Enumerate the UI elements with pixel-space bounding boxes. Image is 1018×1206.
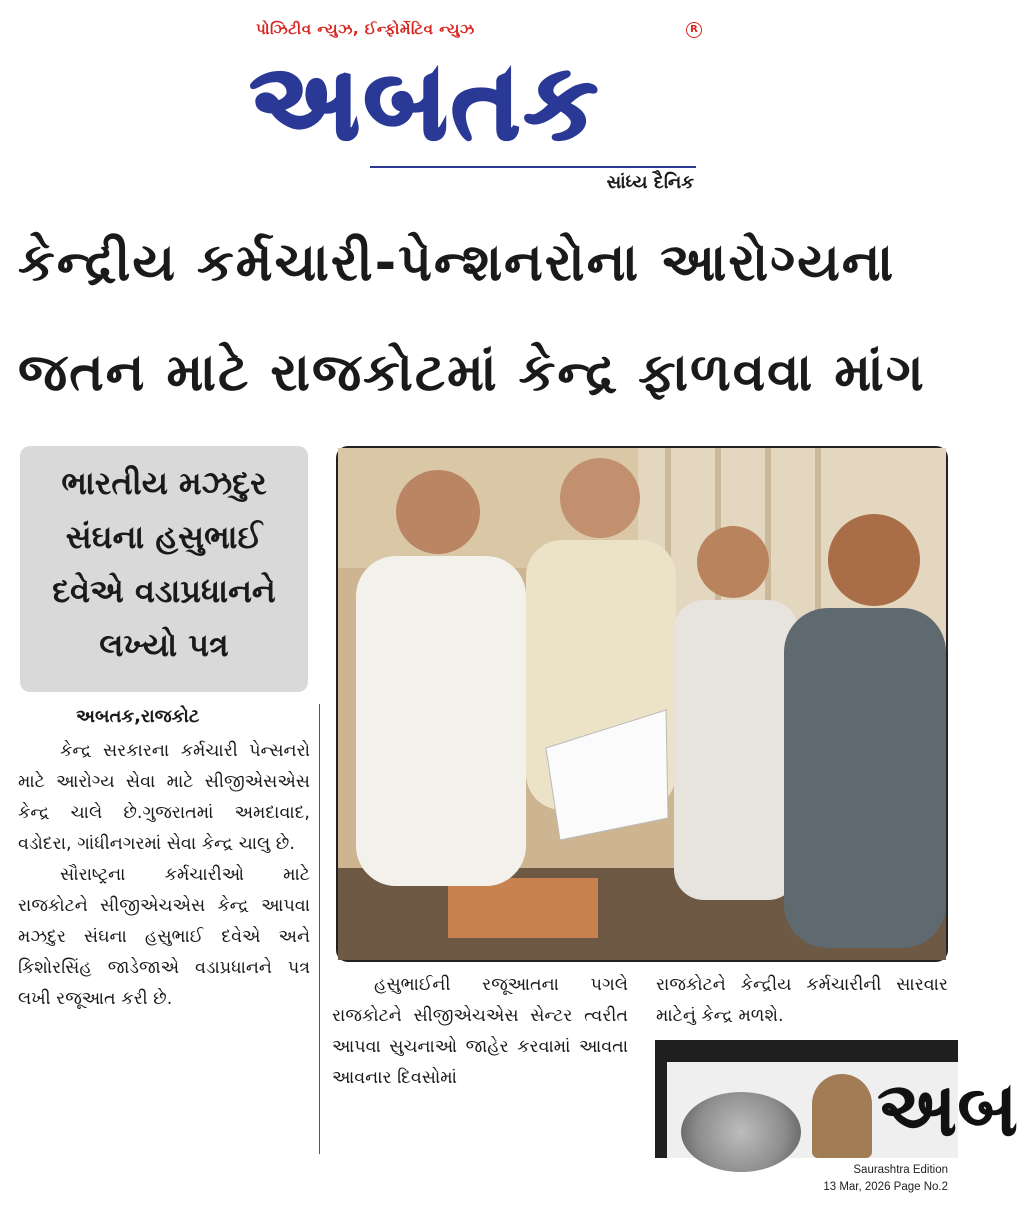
column-divider: [319, 704, 320, 1154]
headline-line-2: જતન માટે રાજકોટમાં કેન્દ્ર ફાળવવા માંગ: [18, 343, 926, 403]
dateline: અબતક,રાજકોટ: [76, 706, 200, 727]
headline-line-1: કેન્દ્રીય કર્મચારી-પેન્શનરોના આરોગ્યના: [18, 233, 896, 293]
advert-logo-text: અબ: [877, 1064, 1018, 1153]
photo-illustration: [338, 448, 946, 960]
edition-name: Saurashtra Edition: [853, 1164, 948, 1176]
registered-mark-icon: R: [686, 22, 702, 38]
masthead-tagline: પોઝિટીવ ન્યુઝ, ઈન્ફોર્મેટિવ ન્યુઝ: [256, 20, 475, 38]
advert-strip: [655, 1040, 1018, 1158]
article-body-column-2: [332, 970, 628, 1140]
seal-icon: [681, 1092, 801, 1172]
person-image: [812, 1074, 872, 1158]
page-footer: [823, 1162, 948, 1196]
article-body-column-1: [18, 736, 310, 1156]
caption-paragraph: હસુભાઈની રજૂઆતના પગલે રાજકોટને સીજીએચએસ સેન્ટર ત્વરીત આપવા સુચનાઓ જાહેર કરવામાં આવતા આવનાર દિવસોમાં: [332, 975, 628, 1088]
masthead: [250, 18, 710, 208]
article-photo: [336, 446, 948, 962]
article-body-column-3: [656, 970, 948, 1040]
body-paragraph: કેન્દ્ર સરકારના કર્મચારી પેન્સનરો માટે આરોગ્ય સેવા માટે સીજીએસએસ કેન્દ્ર ચાલે છે.ગુજરાતમાં અમદાવાદ, વડોદરા, ગાંધીનગરમાં સેવા કેન્દ્ર ચાલુ છે.: [18, 741, 310, 854]
edition-type-label: સાંધ્ય દૈનિક: [606, 172, 694, 193]
subheadline-box: ભારતીય મઝદુર સંઘના હસુભાઈ દવેએ વડાપ્રધાનને લખ્યો પત્ર: [20, 446, 308, 692]
logo-underline: [370, 166, 696, 168]
date-page-number: 13 Mar, 2026 Page No.2: [823, 1181, 948, 1193]
advert-panel: [667, 1062, 1018, 1158]
body-paragraph: સૌરાષ્ટ્રના કર્મચારીઓ માટે રાજકોટને સીજીએચએસ કેન્દ્ર આપવા મઝદુર સંઘના હસુભાઈ દવેએ અને કિશોરસિંહ જાડેજાએ વડાપ્રધાનને પત્ર લખી રજૂઆત કરી છે.: [18, 865, 310, 1009]
newspaper-logo: અબતક: [250, 41, 602, 163]
caption-paragraph: રાજકોટને કેન્દ્રીય કર્મચારીની સારવાર માટેનું કેન્દ્ર મળશે.: [656, 975, 948, 1026]
